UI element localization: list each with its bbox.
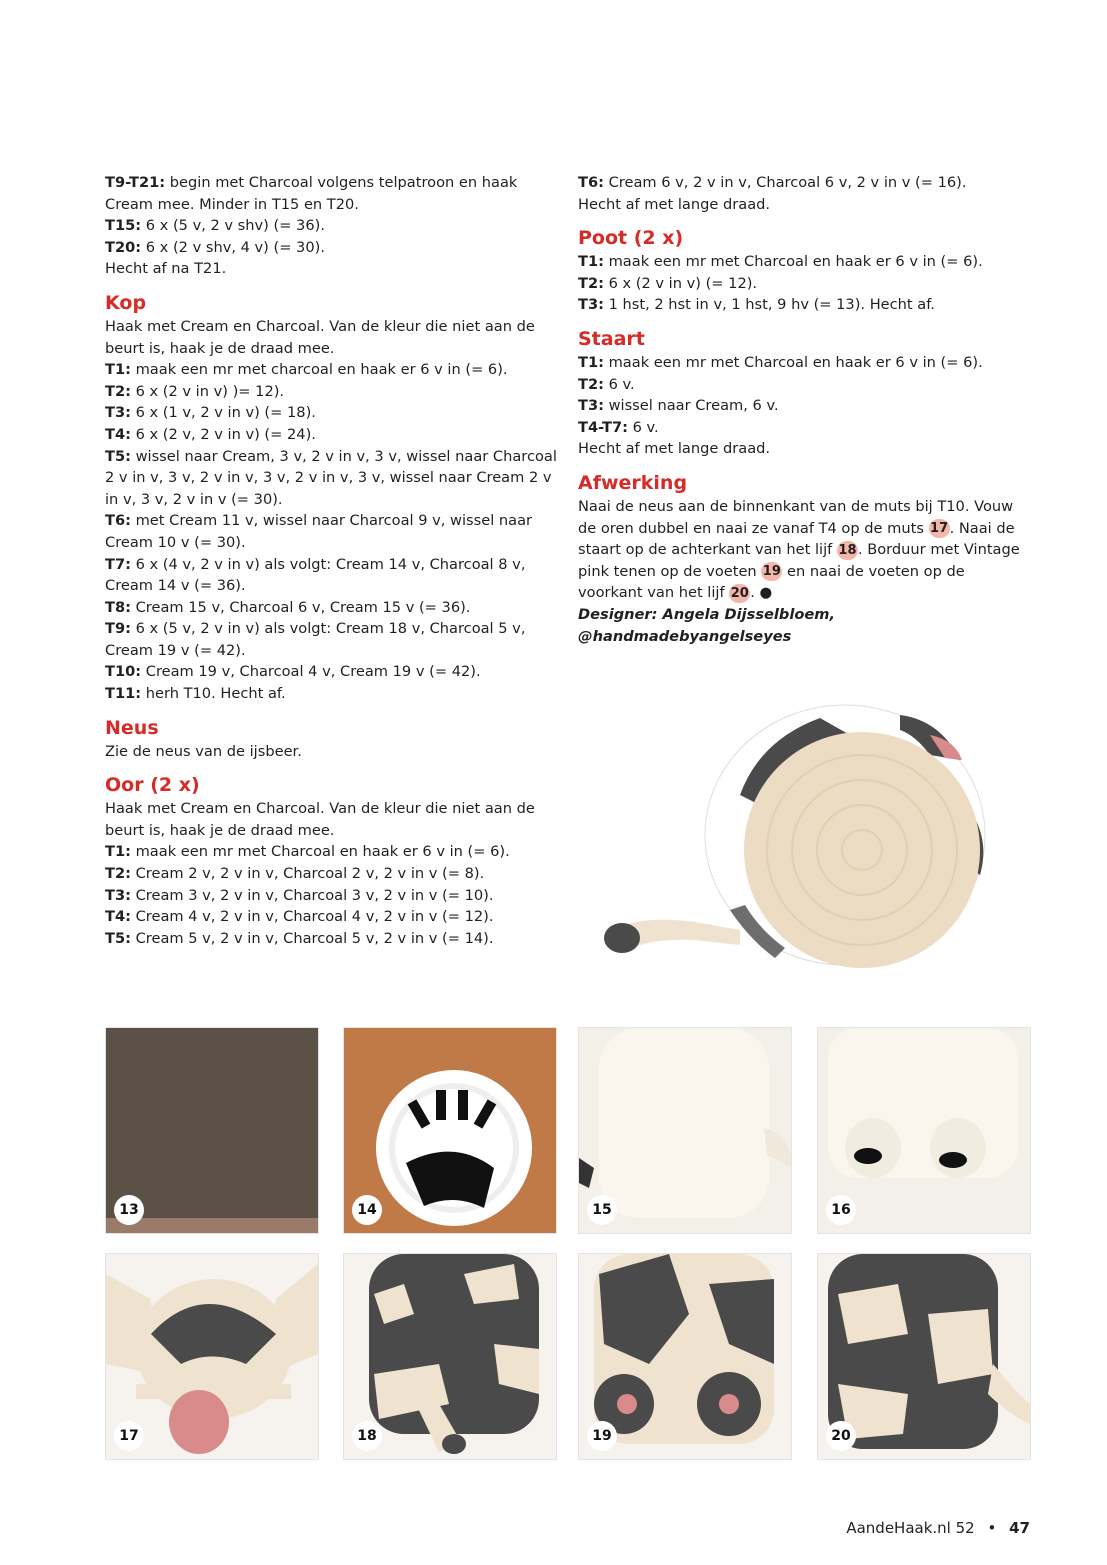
afwerking-text-part: . Naai de staart op de achterkant van het lijf [578, 519, 1015, 559]
step-number: 17 [114, 1421, 144, 1451]
instruction-line [578, 273, 1033, 295]
instruction-text: Cream 6 v, 2 v in v, Charcoal 6 v, 2 v in v (= 16). [603, 174, 967, 191]
section-title-afwerking: Afwerking [578, 471, 688, 494]
round-label: T10: [105, 663, 142, 681]
instruction-text: Haak met Cream en Charcoal. Van de kleur die niet aan de beurt is, haak je de draad mee. [105, 800, 535, 839]
instruction-line [578, 294, 1033, 316]
instruction-text: 6 x (5 v, 2 v shv) (= 36). [141, 217, 325, 235]
step-badge-19: 19 [762, 564, 781, 580]
instruction-text: Hecht af met lange draad. [578, 440, 771, 458]
neus-block [105, 741, 560, 763]
instruction-line [105, 683, 560, 705]
instruction-text: Cream 3 v, 2 v in v, Charcoal 3 v, 2 v in v (= 10). [130, 886, 494, 904]
round-label: T6: [578, 174, 604, 191]
round-label: T1: [578, 253, 604, 271]
round-label: T15: [105, 217, 142, 235]
round-label: T5: [105, 929, 131, 947]
instruction-line [578, 194, 1033, 216]
instruction-line [105, 741, 560, 763]
step-number: 20 [826, 1421, 856, 1451]
instruction-line [105, 554, 560, 597]
designer-handle: @handmadebyangelseyes [578, 627, 792, 645]
step-number: 14 [352, 1195, 382, 1225]
left-column [105, 172, 560, 949]
round-label: T4-T7: [578, 418, 628, 436]
instruction-text: 6 x (5 v, 2 v in v) als volgt: Cream 18 v, Charcoal 5 v, Cream 19 v (= 42). [105, 620, 526, 659]
instruction-line [578, 374, 1033, 396]
step-badge-17: 17 [930, 521, 949, 537]
section-title-staart: Staart [578, 327, 645, 350]
instruction-line [105, 316, 560, 359]
round-label: T4: [105, 425, 131, 443]
instruction-line [105, 424, 560, 446]
round-label: T7: [105, 555, 131, 573]
instruction-line [105, 359, 560, 381]
instruction-text: Zie de neus van de ijsbeer. [105, 742, 302, 760]
instruction-text: Hecht af met lange draad. [578, 195, 771, 213]
section-title-neus: Neus [105, 716, 159, 739]
instruction-text: Cream 2 v, 2 v in v, Charcoal 2 v, 2 v in v (= 8). [130, 865, 485, 883]
instruction-text: maak een mr met Charcoal en haak er 6 v in (= 6). [603, 353, 983, 371]
instruction-text: Cream 4 v, 2 v in v, Charcoal 4 v, 2 v in v (= 12). [130, 908, 494, 926]
instruction-text: begin met Charcoal volgens telpatroon en haak Cream mee. Minder in T15 en T20. [105, 174, 518, 213]
afwerking-text [578, 496, 1033, 604]
instruction-line [105, 215, 560, 237]
step-photo-13 [105, 1027, 319, 1234]
step-number: 18 [352, 1421, 382, 1451]
instruction-line [105, 402, 560, 424]
section-title-kop: Kop [105, 291, 147, 314]
step-badge-20: 20 [730, 585, 749, 601]
intro-block [105, 172, 560, 280]
round-label: T1: [105, 843, 131, 861]
afwerking-text-part: . Borduur met Vintage pink tenen op de voeten [578, 541, 1020, 580]
designer-credit: Designer: Angela Dijsselbloem, [578, 605, 836, 623]
instruction-line [105, 172, 560, 215]
instruction-text: 6 x (1 v, 2 v in v) (= 18). [130, 404, 316, 422]
round-label: T11: [105, 685, 142, 703]
instruction-text: 6 x (2 v, 2 v in v) (= 24). [130, 425, 316, 443]
instruction-line [578, 352, 1033, 374]
staart-block [578, 352, 1033, 460]
instruction-text: herh T10. Hecht af. [141, 685, 286, 703]
round-label: T20: [105, 238, 142, 256]
page-footer [846, 1519, 1030, 1537]
instruction-text: 1 hst, 2 hst in v, 1 hst, 9 hv (= 13). Hecht af. [603, 296, 935, 314]
round-label: T8: [105, 598, 131, 616]
instruction-line [578, 172, 1033, 194]
round-label: T5: [105, 447, 131, 465]
afwerking-text-part: . ● [750, 584, 773, 602]
intro-block-right [578, 172, 1033, 215]
round-label: T6: [105, 512, 131, 530]
round-label: T2: [578, 274, 604, 292]
instruction-text: wissel naar Cream, 6 v. [603, 397, 779, 415]
oor-block [105, 798, 560, 949]
instruction-line [105, 597, 560, 619]
section-title-oor: Oor (2 x) [105, 774, 200, 797]
step-photo-17 [105, 1253, 319, 1460]
step-photo-19 [578, 1253, 792, 1460]
instruction-line [105, 381, 560, 403]
instruction-text: maak een mr met Charcoal en haak er 6 v in (= 6). [130, 843, 510, 861]
step-number: 19 [587, 1421, 617, 1451]
section-title-poot: Poot (2 x) [578, 227, 684, 250]
round-label: T9-T21: [105, 174, 166, 191]
cow-bottom-photo [600, 700, 1000, 990]
instruction-line [105, 798, 560, 841]
round-label: T1: [105, 361, 131, 379]
instruction-line [105, 885, 560, 907]
instruction-text: Hecht af na T21. [105, 260, 227, 278]
instruction-line [578, 438, 1033, 460]
instruction-line [105, 661, 560, 683]
round-label: T3: [105, 404, 131, 422]
instruction-text: 6 v. [603, 375, 635, 393]
instruction-line [105, 863, 560, 885]
instruction-line [105, 928, 560, 950]
step-number: 13 [114, 1195, 144, 1225]
round-label: T2: [105, 382, 131, 400]
round-label: T3: [578, 397, 604, 415]
round-label: T3: [578, 296, 604, 314]
round-label: T1: [578, 353, 604, 371]
step-photo-16 [817, 1027, 1031, 1234]
instruction-line [105, 906, 560, 928]
page-number: 47 [1009, 1519, 1030, 1537]
step-photo-20 [817, 1253, 1031, 1460]
instruction-text: met Cream 11 v, wissel naar Charcoal 9 v, wissel naar Cream 10 v (= 30). [105, 512, 533, 551]
instruction-text: wissel naar Cream, 3 v, 2 v in v, 3 v, wissel naar Charcoal 2 v in v, 3 v, 2 v in v, 3 v, 2 v in v, 3 v, wissel naar Cream 2 v in v, 3 v, 2 v in v (= 30). [105, 447, 557, 508]
footer-separator: • [987, 1519, 997, 1537]
instruction-line [578, 395, 1033, 417]
instruction-line [105, 618, 560, 661]
instruction-text: maak een mr met Charcoal en haak er 6 v in (= 6). [603, 253, 983, 271]
instruction-text: 6 x (2 v in v) (= 12). [603, 274, 758, 292]
round-label: T3: [105, 886, 131, 904]
right-column [578, 172, 1033, 647]
instruction-text: 6 x (4 v, 2 v in v) als volgt: Cream 14 v, Charcoal 8 v, Cream 14 v (= 36). [105, 555, 526, 595]
instruction-text: maak een mr met charcoal en haak er 6 v in (= 6). [130, 361, 508, 379]
instruction-line [105, 237, 560, 259]
instruction-line [105, 258, 560, 280]
afwerking-text-part: en naai de voeten op de voorkant van het lijf [578, 562, 965, 602]
round-label: T9: [105, 620, 131, 638]
instruction-line [105, 510, 560, 553]
instruction-text: Haak met Cream en Charcoal. Van de kleur die niet aan de beurt is, haak je de draad mee. [105, 317, 535, 357]
kop-block [105, 316, 560, 705]
magazine-name: AandeHaak.nl 52 [846, 1519, 975, 1537]
instruction-text: Cream 15 v, Charcoal 6 v, Cream 15 v (= 36). [130, 598, 471, 616]
instruction-text: 6 x (2 v shv, 4 v) (= 30). [141, 238, 325, 256]
instruction-line [105, 446, 560, 511]
instruction-line [105, 841, 560, 863]
step-photo-14 [343, 1027, 557, 1234]
step-badge-18: 18 [838, 542, 857, 558]
step-number: 16 [826, 1195, 856, 1225]
step-photo-18 [343, 1253, 557, 1460]
instruction-text: Cream 19 v, Charcoal 4 v, Cream 19 v (= 42). [141, 663, 481, 681]
round-label: T2: [578, 375, 604, 393]
instruction-line [578, 417, 1033, 439]
instruction-line [578, 251, 1033, 273]
round-label: T2: [105, 865, 131, 883]
instruction-text: 6 x (2 v in v) )= 12). [130, 382, 285, 400]
poot-block [578, 251, 1033, 316]
step-photo-15 [578, 1027, 792, 1234]
instruction-text: 6 v. [627, 418, 659, 436]
step-number: 15 [587, 1195, 617, 1225]
round-label: T4: [105, 908, 131, 926]
afwerking-text-part: Naai de neus aan de binnenkant van de muts bij T10. Vouw de oren dubbel en naai ze vanaf T4 op de muts [578, 497, 1014, 537]
instruction-text: Cream 5 v, 2 v in v, Charcoal 5 v, 2 v in v (= 14). [130, 929, 494, 947]
